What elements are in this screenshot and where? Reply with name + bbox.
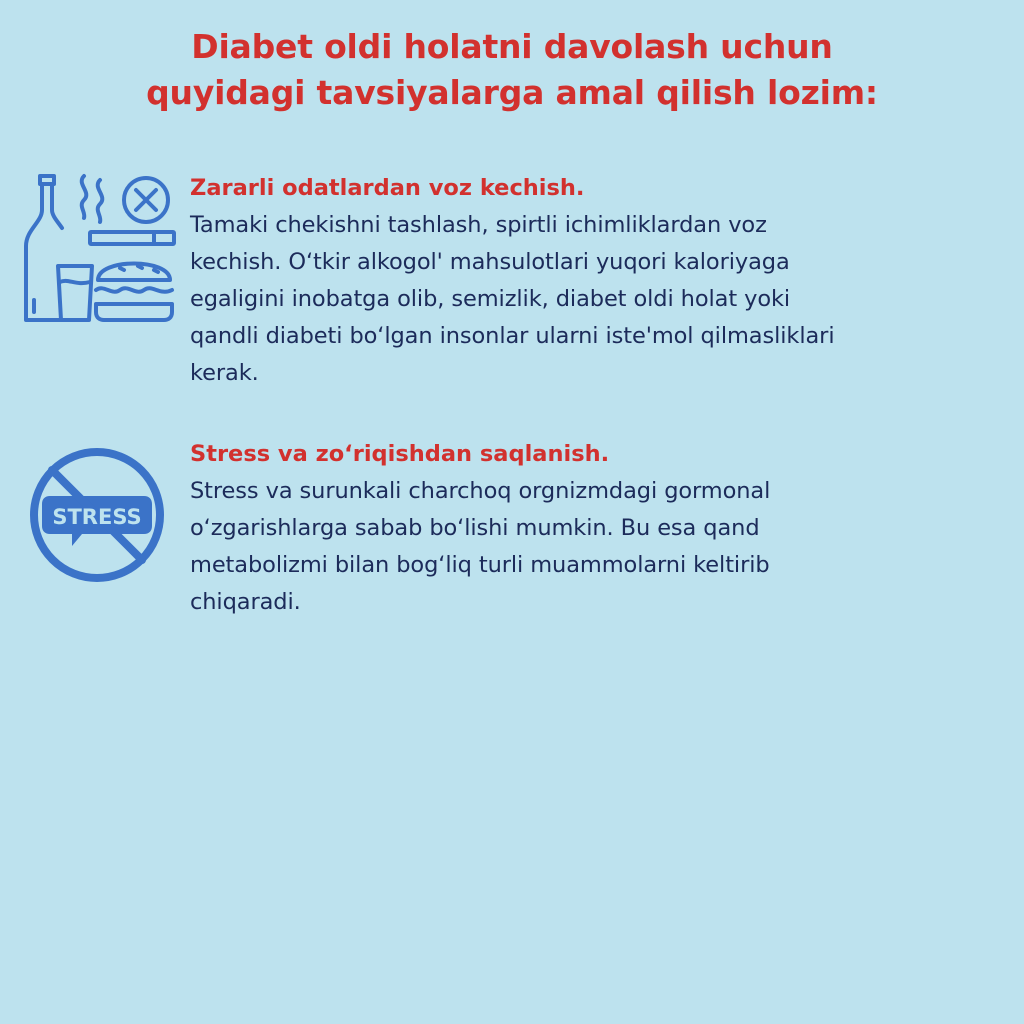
section-bad-habits <box>190 170 990 392</box>
body-line: Tamaki chekishni tashlash, spirtli ichimliklardan voz <box>190 212 767 238</box>
title-line-2: quyidagi tavsiyalarga amal qilish lozim: <box>146 73 878 112</box>
body-line: o‘zgarishlarga sabab bo‘lishi mumkin. Bu esa qand <box>190 515 760 541</box>
section-body <box>190 473 990 621</box>
section-stress <box>190 436 990 621</box>
body-line: chiqaradi. <box>190 589 301 615</box>
body-line: metabolizmi bilan bog‘liq turli muammolarni keltirib <box>190 552 770 578</box>
bad-habits-icon <box>20 170 180 330</box>
section-heading: Stress va zo‘riqishdan saqlanish. <box>190 441 610 467</box>
body-line: kerak. <box>190 360 259 386</box>
page-title <box>40 24 984 116</box>
no-stress-icon <box>26 444 168 586</box>
section-heading: Zararli odatlardan voz kechish. <box>190 175 585 201</box>
body-line: Stress va surunkali charchoq orgnizmdagi gormonal <box>190 478 771 504</box>
section-body <box>190 207 990 392</box>
body-line: egaligini inobatga olib, semizlik, diabet oldi holat yoki <box>190 286 791 312</box>
title-line-1: Diabet oldi holatni davolash uchun <box>191 27 833 66</box>
body-line: kechish. O‘tkir alkogol' mahsulotlari yuqori kaloriyaga <box>190 249 790 275</box>
body-line: qandli diabeti bo‘lgan insonlar ularni iste'mol qilmasliklari <box>190 323 835 349</box>
stress-icon-label: STRESS <box>52 505 142 529</box>
